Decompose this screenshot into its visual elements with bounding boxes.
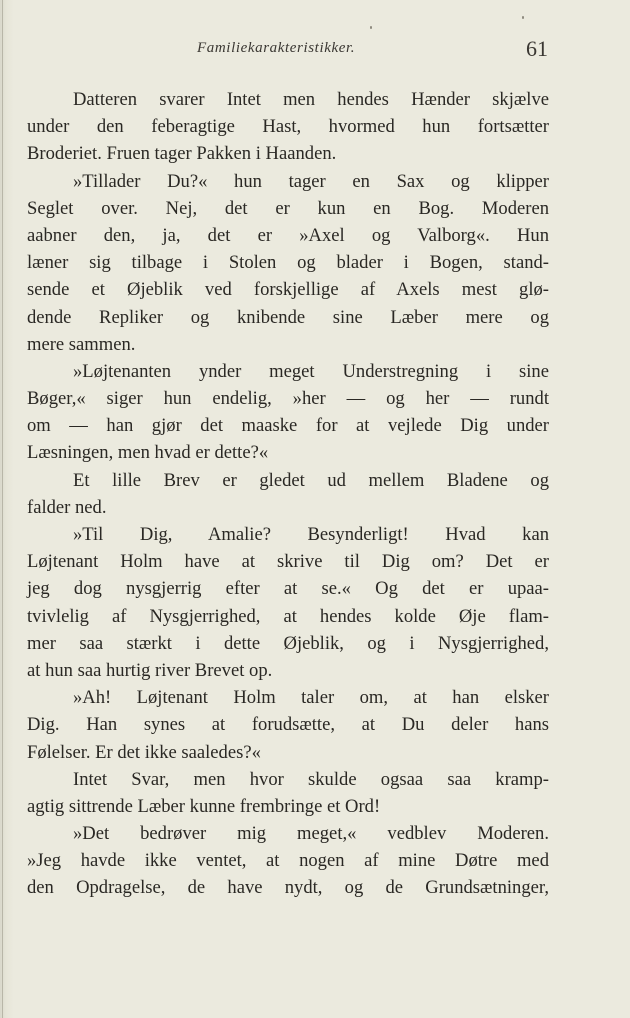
text-line: sende et Øjeblik ved forskjellige af Axels mest glø-: [27, 279, 549, 301]
paper-speck: [370, 26, 372, 29]
text-line: under den feberagtige Hast, hvormed hun fortsætter: [27, 116, 549, 138]
text-line: »Jeg havde ikke ventet, at nogen af mine Døtre med: [27, 850, 549, 872]
text-line: »Det bedrøver mig meget,« vedblev Moderen.: [73, 823, 549, 845]
text-line: »Tillader Du?« hun tager en Sax og klipper: [73, 170, 549, 192]
text-line: dende Repliker og knibende sine Læber mere og: [27, 306, 549, 328]
text-line: mere sammen.: [27, 333, 136, 355]
body-text: [27, 86, 549, 902]
text-line: om — han gjør det maaske for at vejlede Dig under: [27, 415, 549, 437]
running-title: Familiekarakteristikker.: [197, 40, 356, 56]
text-line: tvivlelig af Nysgjerrighed, at hendes kolde Øje flam-: [27, 605, 549, 627]
text-line: »Ah! Løjtenant Holm taler om, at han elsker: [73, 687, 549, 709]
text-line: »Til Dig, Amalie? Besynderligt! Hvad kan: [73, 524, 549, 545]
text-line: Bøger,« siger hun endelig, »her — og her — rundt: [27, 388, 549, 410]
text-line: Broderiet. Fruen tager Pakken i Haanden.: [27, 143, 337, 165]
text-line: læner sig tilbage i Stolen og blader i Bogen, stand-: [27, 252, 549, 274]
text-line: falder ned.: [27, 496, 107, 518]
text-line: Datteren svarer Intet men hendes Hænder skjælve: [73, 89, 549, 110]
text-line: aabner den, ja, det er »Axel og Valborg«. Hun: [27, 224, 549, 246]
paper-speck: [522, 16, 524, 19]
text-line: agtig sittrende Læber kunne frembringe et Ord!: [27, 795, 381, 817]
page-header: [0, 36, 630, 64]
text-line: Seglet over. Nej, det er kun en Bog. Moderen: [27, 197, 549, 219]
text-line: den Opdragelse, de have nydt, og de Grundsætninger,: [27, 877, 549, 899]
page-spine-edge: [2, 0, 3, 1018]
text-line: at hun saa hurtig river Brevet op.: [27, 659, 273, 681]
text-line: Følelser. Er det ikke saaledes?«: [27, 741, 261, 763]
text-line: Dig. Han synes at forudsætte, at Du deler hans: [27, 714, 549, 736]
text-line: Læsningen, men hvad er dette?«: [27, 442, 269, 464]
page-number: 61: [526, 36, 548, 61]
text-line: Løjtenant Holm have at skrive til Dig om? Det er: [27, 551, 549, 573]
text-line: Et lille Brev er gledet ud mellem Bladene og: [73, 469, 549, 491]
text-line: mer saa stærkt i dette Øjeblik, og i Nysgjerrighed,: [27, 632, 549, 654]
text-line: Intet Svar, men hvor skulde ogsaa saa kramp-: [73, 768, 549, 790]
text-line: jeg dog nysgjerrig efter at se.« Og det er upaa-: [27, 578, 549, 600]
text-line: »Løjtenanten ynder meget Understregning i sine: [73, 360, 549, 382]
